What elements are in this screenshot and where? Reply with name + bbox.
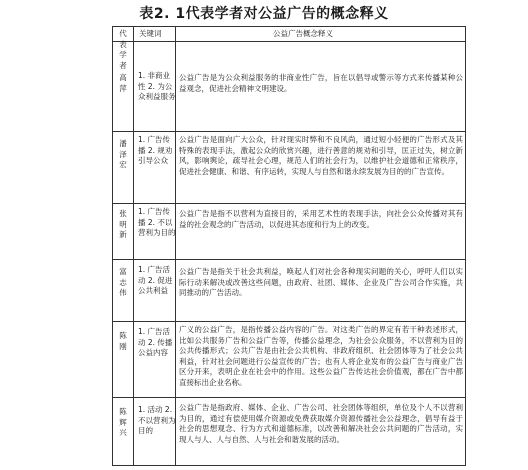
page-title: 表2. 1代表学者对公益广告的概念释义 <box>139 6 389 22</box>
concept-table <box>112 26 466 466</box>
keywords-cell: 1. 广告活动 2. 促进公共利益 <box>138 265 173 295</box>
scholar-name: 陈辉兴 <box>119 407 127 437</box>
keywords-cell: 1. 广告传播 2. 规劝引导公众 <box>138 135 173 165</box>
keywords-cell: 1. 广告传播 2. 不以营利为目的 <box>138 207 176 237</box>
row-divider <box>113 321 465 322</box>
scholar-name: 潘泽宏 <box>119 139 127 169</box>
header-definition: 公益广告概念释义 <box>273 29 333 38</box>
row-divider <box>113 131 465 132</box>
row-divider <box>113 259 465 260</box>
scholar-name: 张明新 <box>119 209 127 239</box>
keywords-cell: 1. 活动 2. 不以营利为目的 <box>138 405 176 435</box>
header-keywords: 关键词 <box>139 29 162 38</box>
definition-cell: 公益广告是指政府、媒体、企业、广告公司、社会团体等组织，单位及个人不以营利为目的，通过有偿使用媒介资源或免费获取媒介资源传播社会公益理念，倡导有益于社会的思想观念、行为方式和道德标准，以改善和解决社会公共问题的广告活动，实现人与人、人与自然、人与社会和谐发展的活动。 <box>179 403 463 444</box>
column-divider <box>133 27 134 465</box>
header-representative: 代表学者 <box>119 29 127 70</box>
definition-cell: 广义的公益广告，是指传播公益内容的广告。对这类广告的界定有若干种表述形式，比如公共服务广告和公益广告等，传播公益理念，为社会公众服务，不以营利为目的公共传播形式；公共广告是由社会公共机构、非政府组织、社会团体等为了社会公共利益，针对社会问题进行公益宣传的广告；也有人将企业发布的公益广告与商业广告区分开来，表明企业在社会中的作用。这些公益广告传达社会价值观，都在广告中都直接标出企业名称。 <box>179 325 463 387</box>
scholar-name: 陈刚 <box>119 331 127 351</box>
row-divider <box>113 397 465 398</box>
scholar-name: 高萍 <box>119 73 127 93</box>
definition-cell: 公益广告是面向广大公众，针对现实时弊和不良风尚，通过短小轻便的广告形式及其特殊的表现手法，激起公众的欣赏兴趣，进行善意的规劝和引导，匡正过失，树立新风，影响舆论，疏导社会心理，规范人们的社会行为，以维护社会道德和正常秩序，促进社会健康、和谐、有序运转，实现人与自然和谐永续发展为目的的广告宣传。 <box>179 135 463 176</box>
definition-cell: 公益广告是为公众利益服务的非商业性广告，旨在以倡导或警示等方式来传播某种公益观念，促进社会精神文明建设。 <box>179 73 463 93</box>
keywords-cell: 1. 广告活动 2. 传播公益内容 <box>138 327 173 357</box>
scholar-name: 富志伟 <box>119 267 127 297</box>
keywords-cell: 1. 非商业性 2. 为公众利益服务 <box>138 71 176 101</box>
definition-cell: 公益广告是指不以营利为直接目的，采用艺术性的表现手法，向社会公众传播对其有益的社会观念的广告活动，以促进其态度和行为上的改变。 <box>179 209 463 229</box>
row-divider <box>113 203 465 204</box>
row-divider <box>113 41 465 42</box>
definition-cell: 公益广告是指关于社会共利益，唤起人们对社会各种现实问题的关心，呼吁人们以实际行动来解决或改善这些问题，由政府、社团、媒体、企业及广告公司合作实施，共同推动的广告活动。 <box>179 267 463 297</box>
